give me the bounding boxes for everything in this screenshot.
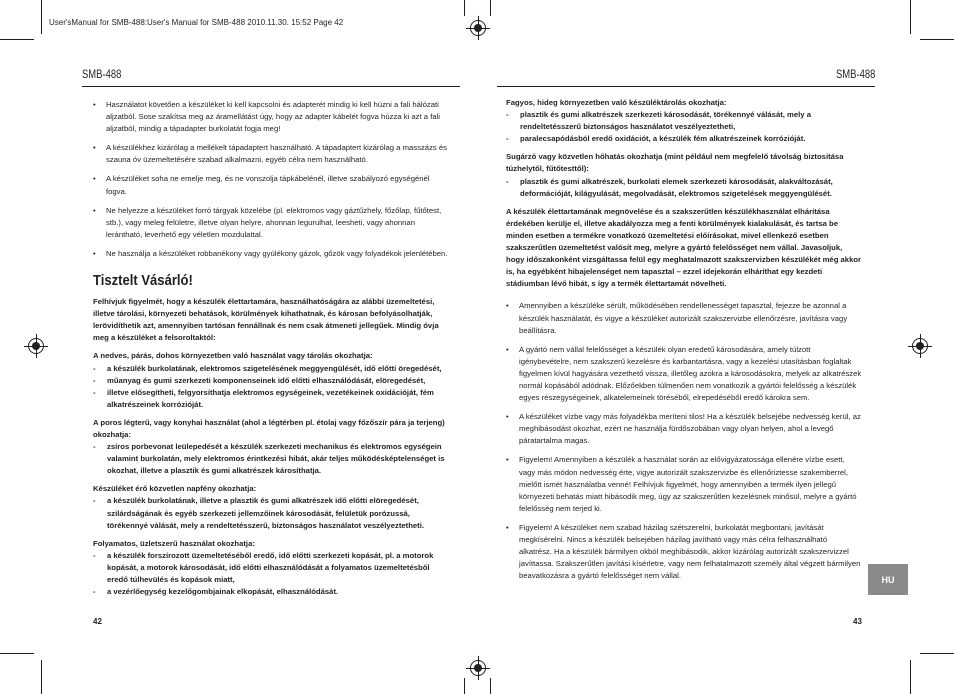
bullet-icon: •	[93, 174, 96, 184]
list-item: - a készülék burkolatának, illetve a plasztik és gumi alkatrészek idő előtti elöregedését, szilárdságának és egyéb szerkezeti jellemzőinek károsodását, felületük porózussá, törékennyé válását, mely a rendeltetésszerű, biztonságos használatot veszélyeztetheti.	[93, 496, 425, 530]
bullet-icon: •	[506, 344, 509, 354]
left-page-content	[93, 99, 451, 604]
maintenance-paragraph: A készülék élettartamának megnövelése és a szakszerűtlen készülékhasználat elhárítása érdekében kerülje el, illetve akadályozza meg a fenti körülmények kialakulását, és tartsa be minden esetben a termékre vonatkozó üzemeltetési előírásokat, mivel ellenkező esetben szakszerűtlen üzemeltetést valósít meg, melyre a gyártó felelősséget nem vállal. Javasoljuk, hogy időszakonként vizsgáltassa felül egy meghatalmazott szakszervizben készülékét még akkor is, ha egyébként hibajelenséget nem tapasztal – ezzel idejekorán elháríthat egy kezdeti stádiumban lévő hibát, s így a termék élettartamát növelheti.	[506, 206, 862, 289]
list-item: - a készülék burkolatának, elektromos szigetelésének meggyengülését, idő előtti öregedését,	[93, 363, 442, 373]
crop-mark	[920, 39, 954, 40]
list-item: - a készülék forszírozott üzemeltetéséből eredő, idő előtti szerkezeti kopását, pl. a motorok kopását, a motorok károsodását, idő előtti elhasználódását a folyamatos üzemeltetésből eredő túlhevülés és kopások miatt,	[93, 550, 434, 584]
condition-section	[506, 97, 862, 145]
bullet-icon: •	[93, 248, 96, 258]
bullet-icon: •	[93, 100, 96, 109]
condition-section	[93, 350, 451, 410]
right-page-content	[506, 97, 862, 589]
crop-mark	[0, 653, 34, 654]
condition-section	[93, 483, 451, 531]
list-item: - illetve elősegítheti, felgyorsíthatja elektromos egységeinek, vezetékeinek oxidációját, fém alkatrészeinek korrózióját.	[93, 387, 434, 409]
crop-mark	[490, 0, 491, 16]
bullet-icon: •	[506, 412, 509, 422]
list-item: • Amennyiben a készüléke sérült, működésében rendellenességet tapasztal, fejezze be azonnal a készülék használatát, és vigye a készüléket autorizált szakszervizbe ellenőrzésre, javításra vagy beállításra.	[506, 301, 848, 335]
crop-mark	[0, 39, 34, 40]
condition-heading: A poros légterű, vagy konyhai használat (ahol a légtérben pl. étolaj vagy főzőszír pára ja terjeng) okozhatja:	[93, 417, 445, 439]
crop-mark	[910, 660, 911, 694]
intro-paragraph: Felhívjuk figyelmét, hogy a készülék élettartamára, használhatóságára az alábbi üzemeltetési, illetve tárolási, környezeti behatások, körülmények kihathatnak, és károsan befolyásolhatják, lerövidíthetik azt, amennyiben tartósan fennállnak és nem csak átmeneti jellegűek. Mindig óvja meg a készüléket a felsoroltaktól:	[93, 297, 439, 343]
registration-mark-icon	[912, 338, 928, 354]
condition-heading: Fagyos, hideg környezetben való készüléktárolás okozhatja:	[506, 98, 727, 107]
bullet-icon: •	[506, 522, 509, 532]
condition-section	[93, 538, 451, 598]
crop-mark	[490, 678, 491, 694]
language-tab: HU	[868, 564, 908, 595]
page-number-left: 42	[93, 617, 102, 626]
bullet-icon: •	[506, 301, 509, 311]
list-item: • Használatot követően a készüléket ki kell kapcsolni és adapterét mindig ki kell húzni a fali hálózati aljzatból. Sose szakítsa meg az áramellátást úgy, hogy az adapter kábelét fogva húzza ki azt a fali aljzatból, mindig a tápadapter burkolatát fogja meg!	[93, 100, 441, 134]
section-heading: Tisztelt Vásárló!	[93, 273, 193, 290]
running-head-right: SMB-488	[836, 69, 876, 81]
list-item: • A készüléket soha ne emelje meg, és ne vonszolja tápkábelénél, illetve szabályozó egységénél fogva.	[93, 174, 430, 196]
list-item: • Figyelem! A készüléket nem szabad házilag szétszerelni, burkolatát megbontani, javítását megkísérelni. Nincs a készülék belsejében házilag javítható vagy más célra felhasználható alkatrész. Ha a készülék bármilyen okból meghibásodik, akkor kizárólag autorizált szakszervizzel javíttassa. Szakszerűtlen javítási kísérletre, vagy nem felhatalmazott személy által végzett bármilyen beavatkozásra a gyártó felelősséget nem vállal.	[506, 522, 861, 581]
list-item: - plasztik és gumi alkatrészek, burkolati elemek szerkezeti károsodását, alakváltozását, deformációját, kilágyulását, megolvadását, elektromos szigetelések meggyengülését.	[506, 176, 833, 198]
registration-mark-icon	[470, 20, 486, 36]
page-number-right: 43	[853, 617, 862, 626]
list-item: • A készüléket vízbe vagy más folyadékba meríteni tilos! Ha a készülék belsejébe nedvesség kerül, az meghibásodást okozhat, ezért ne használja fürdőszobában vagy olyan helyen, ahol a levegő páratartalma magas.	[506, 412, 861, 446]
list-item: • A készülékhez kizárólag a mellékelt tápadaptert használható. A tápadaptert kizárólag a masszázs és szauna óv üzemeltetésére szabad alkalmazni, egyéb célra nem használható.	[93, 143, 448, 165]
header-rule-left	[82, 86, 460, 87]
crop-mark	[464, 0, 465, 16]
bullet-icon: •	[506, 455, 509, 465]
list-item: - műanyag és gumi szerkezeti komponenseinek idő előtti elhasználódását, elöregedését,	[93, 375, 426, 385]
list-item: - zsíros porbevonat leülepedését a készülék szerkezeti mechanikus és elektromos egységein valamint burkolatán, mely elektromos érintkezési hibát, akár teljes működésképtelenséget is okozhat, illetve a plasztik és gumi alkatrészek károsíthatja.	[93, 442, 445, 476]
crop-mark	[920, 653, 954, 654]
registration-mark-icon	[28, 338, 44, 354]
condition-section	[506, 151, 862, 199]
list-item: • Ne használja a készüléket robbanékony vagy gyúlékony gázok, gőzök vagy folyadékok jelenlétében.	[93, 248, 451, 260]
crop-mark	[41, 0, 42, 34]
crop-mark	[464, 678, 465, 694]
registration-mark-icon	[470, 660, 486, 676]
running-head-left: SMB-488	[82, 69, 122, 81]
condition-heading: Sugárzó vagy közvetlen hőhatás okozhatja (mint például nem megfelelő távolság biztosítása túzhelytől, fűtőtesttől):	[506, 152, 844, 174]
list-item: - plasztik és gumi alkatrészek szerkezeti károsodását, törékennyé válását, mely a rendeltetésszerű biztonságos használatot veszélyeztetheti,	[506, 110, 811, 132]
list-item: - a vezérlőegység kezelőgombjainak elkopását, elhasználódását.	[93, 587, 339, 597]
condition-heading: A nedves, párás, dohos környezetben való használat vagy tárolás okozhatja:	[93, 351, 373, 361]
list-item: - paralecsapódásból eredő oxidációt, a készülék fém alkatrészeinek korrózióját.	[506, 134, 806, 144]
bullet-icon: •	[93, 143, 96, 153]
print-slug: User'sManual for SMB-488:User's Manual for SMB-488 2010.11.30. 15:52 Page 42	[49, 18, 344, 27]
list-item: • A gyártó nem vállal felelősséget a készülék olyan eredetű károsodására, amely túlzott igénybevételre, nem szakszerű kezelésre és karbantartásra, vagy a kezelési utasításban foglaltak figyelmen kívül hagyására vezethető vissza, illetőleg azokra a károsodásokra, melyek az alkatrészek normál kopásából adódnak. Előzőekben túlmenően nem vonatkozik a gyártói felelősség a készülék egyes részegységeinek, alkatelemeinek töréséből, elrepedéséből eredő károkra sem.	[506, 344, 862, 403]
list-item: • Ne helyezze a készüléket forró tárgyak közelébe (pl. elektromos vagy gáztűzhely, főzőlap, fűtőtest, stb.), vagy meleg felületre, illetve olyan helyre, ahonnan legurulhat, leesheti, vagy ahonnan lerántható, leverhető egy véletlen mozdulattal.	[93, 205, 442, 239]
crop-mark	[910, 0, 911, 34]
condition-heading: Folyamatos, üzletszerű használat okozhatja:	[93, 538, 255, 548]
list-item: • Figyelem! Amennyiben a készülék a használat során az elővigyázatossága ellenére vízbe esett, vagy más módon nedvesség érte, vigye autorizált szakszervizbe és ellenőriztesse szakemberrel, mielőtt ismét használatba venné! Felhívjuk figyelmét, hogy amennyiben a termék ilyen jellegű környezeti behatás miatt hibásodik meg, úgy az szakszerűtlen kezelésnek minősül, melyre a gyártó felelősség nem terjed ki.	[506, 455, 857, 513]
condition-heading: Készüléket érő közvetlen napfény okozhatja:	[93, 484, 257, 494]
condition-section	[93, 417, 451, 477]
crop-mark	[41, 660, 42, 694]
bullet-icon: •	[93, 205, 96, 215]
header-rule-right	[497, 86, 875, 87]
